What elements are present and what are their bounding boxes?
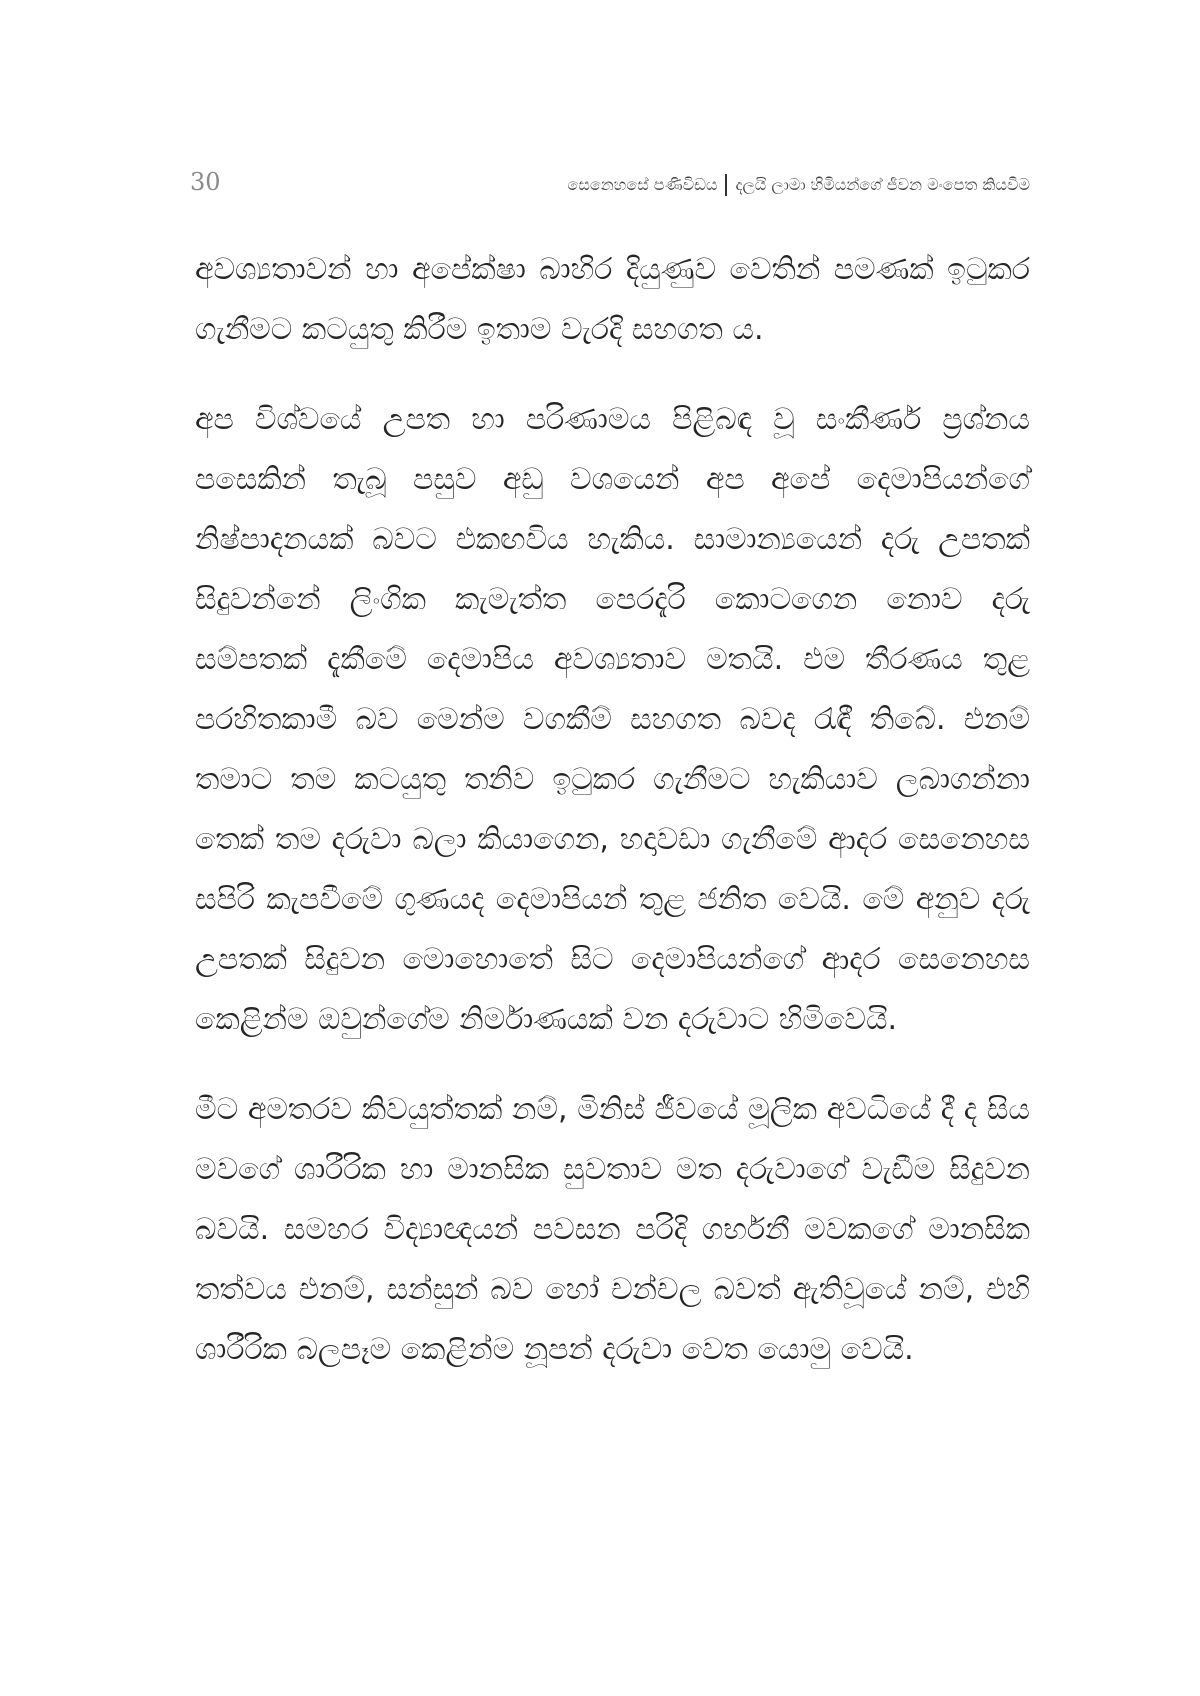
paragraph-2: අප විශ්වයේ උපත හා පරිණාමය පිළිබඳ වූ සංකීර්ණ ප්‍රශ්නය පසෙකින් තැබූ පසුව අඩු වශයෙන් අප අපේ දෙමාපියන්ගේ නිෂ්පාදනයක් බවට එකඟවිය හැකිය. සාමාන්‍යයෙන් දරු උපතක් සිදුවන්නේ ලිංගික කැමැත්ත පෙරදැරි කොටගෙන නොව දරු සම්පතක් දැකීමේ දෙමාපිය අවශ්‍යතාව මතයි. එම තීරණය තුළ පරහිතකාමී බව මෙන්ම වගකීම් සහගත බවද රැඳී තිබේ. එනම් තමාට තම කටයුතු තනිව ඉටුකර ගැනීමට හැකියාව ලබාගන්නා තෙක් තම දරුවා බලා කියාගෙන, හදාවඩා ගැනීමේ ආදර සෙනෙහස සපිරි කැපවීමේ ගුණයද දෙමාපියන් තුළ ජනිත වෙයි. මේ අනුව දරු උපතක් සිදුවන මොහොතේ සිට දෙමාපියන්ගේ ආදර සෙනෙහස කෙළින්ම ඔවුන්ගේම නිර්මාණයක් වන දරුවාට හිමිවෙයි. bbox=[195, 402, 1030, 1037]
book-title: සෙනෙහසේ පණිවිඩය bbox=[567, 175, 718, 194]
page-header bbox=[190, 168, 1030, 208]
header-separator bbox=[725, 174, 727, 196]
paragraph-1: අවශ්‍යතාවන් හා අපේක්ෂා බාහිර දියුණුව වෙතින් පමණක් ඉටුකර ගැනීමට කටයුතු කිරීම ඉතාම වැරදි සහගත ය. bbox=[195, 252, 1030, 347]
page-number: 30 bbox=[190, 168, 221, 196]
paragraph-3: මීට අමතරව කිවයුත්තක් නම්, මිනිස් ජීවයේ මූලික අවධියේ දී ද සිය මවගේ ශාරීරික හා මානසික සුවතාව මත දරුවාගේ වැඩීම සිදුවන බවයි. සමහර විද්‍යාඥයන් පවසන පරිදි ගර්භනී මවකගේ මානසික තත්වය එනම්, සන්සුන් බව හෝ චන්චල බවත් ඇතිවූයේ නම්, එහි ශාරීරික බලපෑම කෙළින්ම නූපන් දරුවා වෙත යොමු වෙයි. bbox=[195, 1092, 1030, 1367]
body-text bbox=[195, 240, 1030, 1410]
chapter-title: දලයි ලාමා හිමියන්ගේ ජීවන මංපෙත කියවීම bbox=[735, 175, 1030, 194]
running-head bbox=[567, 174, 1030, 196]
